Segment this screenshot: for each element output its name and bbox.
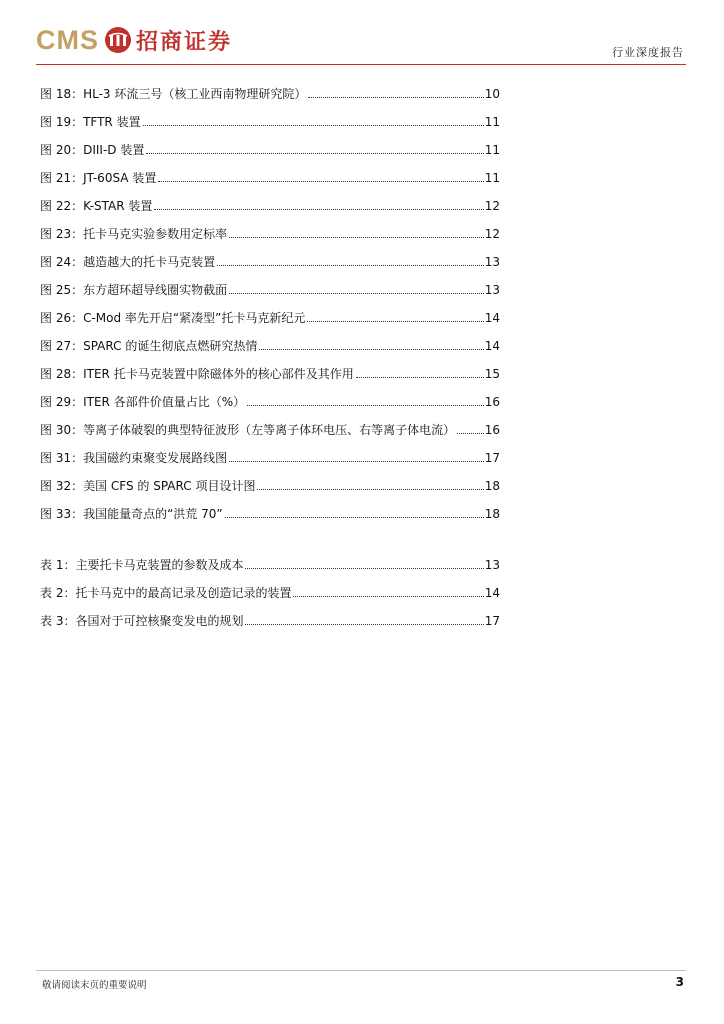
logo-badge-icon [105,27,131,53]
dot-leader [146,153,483,154]
figure-entry[interactable] [40,214,500,242]
dot-leader [154,209,483,210]
footer-disclaimer: 敬请阅读末页的重要说明 [42,980,147,991]
dot-leader [229,237,484,238]
figure-entry-label: 图 28：ITER 托卡马克装置中除磁体外的核心部件及其作用 [40,367,354,381]
figure-entry-page: 14 [484,311,500,325]
figure-entry[interactable] [40,74,500,102]
table-entry-page: 17 [484,614,500,628]
figure-entry-page: 16 [484,423,500,437]
figure-entry[interactable] [40,130,500,158]
table-entry-page: 14 [484,586,500,600]
table-entry[interactable] [40,601,500,629]
table-entry-label: 表 2：托卡马克中的最高记录及创造记录的装置 [40,586,292,600]
figure-entry-page: 11 [484,143,500,157]
cms-logo [36,22,232,58]
figure-list [40,74,500,522]
dot-leader [308,97,483,98]
figure-entry-label: 图 29：ITER 各部件价值量占比（%） [40,395,246,409]
dot-leader [143,125,484,126]
figure-entry-page: 10 [484,87,500,101]
table-entry[interactable] [40,545,500,573]
figure-entry-page: 15 [484,367,500,381]
figure-entry-label: 图 19：TFTR 装置 [40,115,141,129]
figure-entry[interactable] [40,494,500,522]
figure-entry[interactable] [40,410,500,438]
page-number: 3 [675,975,684,989]
logo-cms-text: CMS [36,24,99,55]
figure-entry-label: 图 20：DIII-D 装置 [40,143,145,157]
figure-entry-label: 图 18：HL-3 环流三号（核工业西南物理研究院） [40,87,307,101]
dot-leader [356,377,484,378]
dot-leader [259,349,483,350]
figure-entry-label: 图 21：JT-60SA 装置 [40,171,157,185]
dot-leader [245,568,483,569]
figure-entry-page: 12 [484,227,500,241]
figure-entry-label: 图 32：美国 CFS 的 SPARC 项目设计图 [40,479,256,493]
figure-entry-label: 图 24：越造越大的托卡马克装置 [40,255,216,269]
table-entry[interactable] [40,573,500,601]
figure-entry-page: 18 [484,507,500,521]
figure-entry[interactable] [40,102,500,130]
dot-leader [247,405,484,406]
dot-leader [217,265,484,266]
figure-entry[interactable] [40,158,500,186]
table-entry-page: 13 [484,558,500,572]
figure-entry-page: 13 [484,255,500,269]
logo-cn-text: 招商证券 [136,29,233,55]
figure-entry-page: 17 [484,451,500,465]
figure-entry-page: 13 [484,283,500,297]
report-type: 行业深度报告 [612,46,684,59]
figure-entry[interactable] [40,326,500,354]
figure-entry-label: 图 23：托卡马克实验参数用定标率 [40,227,228,241]
figure-entry-label: 图 22：K-STAR 装置 [40,199,153,213]
table-entry-label: 表 1：主要托卡马克装置的参数及成本 [40,558,244,572]
dot-leader [457,433,484,434]
dot-leader [225,517,484,518]
footer-divider [36,970,686,971]
table-list [40,545,500,629]
figure-entry[interactable] [40,466,500,494]
figure-entry-label: 图 33：我国能量奇点的“洪荒 70” [40,507,223,521]
figure-entry[interactable] [40,270,500,298]
figure-entry[interactable] [40,382,500,410]
figure-entry-label: 图 27：SPARC 的诞生彻底点燃研究热情 [40,339,258,353]
figure-entry[interactable] [40,438,500,466]
figure-entry[interactable] [40,298,500,326]
figure-entry-label: 图 26：C-Mod 率先开启“紧凑型”托卡马克新纪元 [40,311,306,325]
dot-leader [158,181,483,182]
figure-entry-label: 图 31：我国磁约束聚变发展路线图 [40,451,228,465]
figure-entry-page: 14 [484,339,500,353]
figure-entry-page: 11 [484,171,500,185]
table-entry-label: 表 3：各国对于可控核聚变发电的规划 [40,614,244,628]
figure-entry-page: 11 [484,115,500,129]
figure-entry-label: 图 30：等离子体破裂的典型特征波形（左等离子体环电压、右等离子体电流） [40,423,456,437]
header-divider [36,64,686,65]
figure-entry[interactable] [40,186,500,214]
figure-entry-page: 16 [484,395,500,409]
figure-entry-page: 12 [484,199,500,213]
dot-leader [229,293,484,294]
dot-leader [229,461,484,462]
dot-leader [293,596,483,597]
figure-entry-label: 图 25：东方超环超导线圈实物截面 [40,283,228,297]
dot-leader [307,321,483,322]
dot-leader [245,624,483,625]
figure-entry[interactable] [40,242,500,270]
figure-entry-page: 18 [484,479,500,493]
dot-leader [257,489,483,490]
figure-entry[interactable] [40,354,500,382]
